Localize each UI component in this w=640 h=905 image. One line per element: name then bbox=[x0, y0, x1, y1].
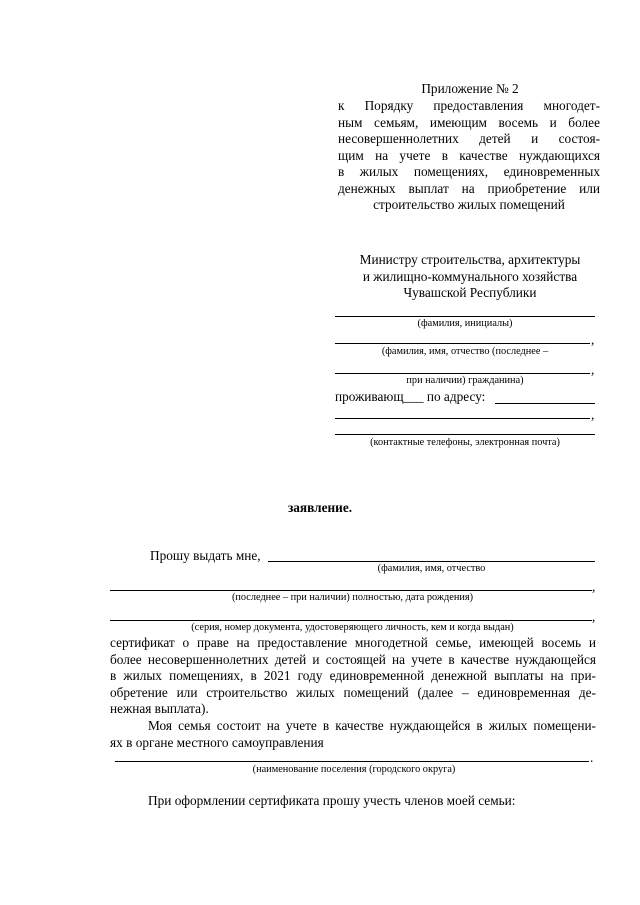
fio-field-line[interactable] bbox=[335, 343, 590, 344]
paragraph-line: Моя семья состоит на учете в качестве нуждающейся в жилых помещени- bbox=[148, 718, 596, 733]
document-heading: заявление. bbox=[287, 500, 353, 515]
comma: , bbox=[592, 609, 596, 624]
period: . bbox=[590, 750, 594, 765]
appendix-line: денежных выплат на приобретение или bbox=[338, 180, 600, 196]
addressee bbox=[335, 252, 605, 302]
appendix-line: щим на учете в качестве нуждающихся bbox=[338, 147, 600, 163]
addressee-line: и жилищно-коммунального хозяйства bbox=[362, 268, 578, 284]
address-field-line-2[interactable] bbox=[335, 418, 590, 419]
paragraph-line: в жилых помещениях, в 2021 году единовременной денежной выплаты на при- bbox=[110, 668, 596, 683]
hint-initials: (фамилия, инициалы) bbox=[417, 318, 513, 329]
paragraph-line: сертификат о праве на предоставление многодетной семье, имеющей восемь и bbox=[110, 635, 596, 650]
paragraph-line: более несовершеннолетних детей и состоящей на учете в качестве нуждающейся bbox=[110, 651, 596, 667]
hint-request-doc: (серия, номер документа, удостоверяющего личность, кем и когда выдан) bbox=[191, 622, 514, 633]
paragraph-line: нежная выплата). bbox=[110, 701, 209, 716]
hint-settlement: (наименование поселения (городского округа) bbox=[252, 764, 456, 775]
appendix-line: ным семьям, имеющим восемь и более bbox=[338, 114, 600, 130]
addressee-line: Министру строительства, архитектуры bbox=[359, 252, 581, 267]
request-label: Прошу выдать мне, bbox=[150, 548, 261, 563]
paragraph-2 bbox=[110, 718, 596, 751]
comma: , bbox=[591, 362, 595, 377]
members-label: При оформлении сертификата прошу учесть членов моей семьи: bbox=[148, 793, 516, 808]
request-fio-line[interactable] bbox=[268, 561, 595, 562]
appendix-text bbox=[338, 98, 600, 214]
hint-fio-1: (фамилия, имя, отчество (последнее – bbox=[381, 346, 549, 357]
paragraph-1 bbox=[110, 635, 596, 718]
hint-request-full: (последнее – при наличии) полностью, дата рождения) bbox=[231, 592, 474, 603]
residing-label: проживающ___ по адресу: bbox=[335, 389, 486, 404]
hint-request-fio: (фамилия, имя, отчество bbox=[377, 563, 486, 574]
paragraph-line: обретение или строительство жилых помещений (далее – единовременная де- bbox=[110, 684, 596, 700]
request-full-line[interactable] bbox=[110, 590, 592, 591]
hint-fio-2: при наличии) гражданина) bbox=[406, 375, 524, 386]
comma: , bbox=[591, 332, 595, 347]
addressee-line: Чувашской Республики bbox=[403, 285, 537, 300]
comma: , bbox=[592, 579, 596, 594]
appendix-line: строительство жилых помещений bbox=[373, 197, 565, 212]
appendix-line: несовершеннолетних детей и состоя- bbox=[338, 131, 600, 146]
fio-field-line-2[interactable] bbox=[335, 373, 590, 374]
appendix-line: к Порядку предоставления многодет- bbox=[338, 98, 600, 113]
hint-contacts: (контактные телефоны, электронная почта) bbox=[370, 437, 560, 448]
appendix-line: в жилых помещениях, единовременных bbox=[338, 164, 600, 179]
paragraph-line: ях в органе местного самоуправления bbox=[110, 734, 324, 750]
initials-field-line[interactable] bbox=[335, 316, 595, 317]
contacts-field-line[interactable] bbox=[335, 434, 595, 435]
comma: , bbox=[591, 407, 595, 422]
appendix-title: Приложение № 2 bbox=[421, 81, 519, 96]
settlement-field-line[interactable] bbox=[115, 761, 589, 762]
address-field-line[interactable] bbox=[495, 403, 595, 404]
request-doc-line[interactable] bbox=[110, 620, 592, 621]
